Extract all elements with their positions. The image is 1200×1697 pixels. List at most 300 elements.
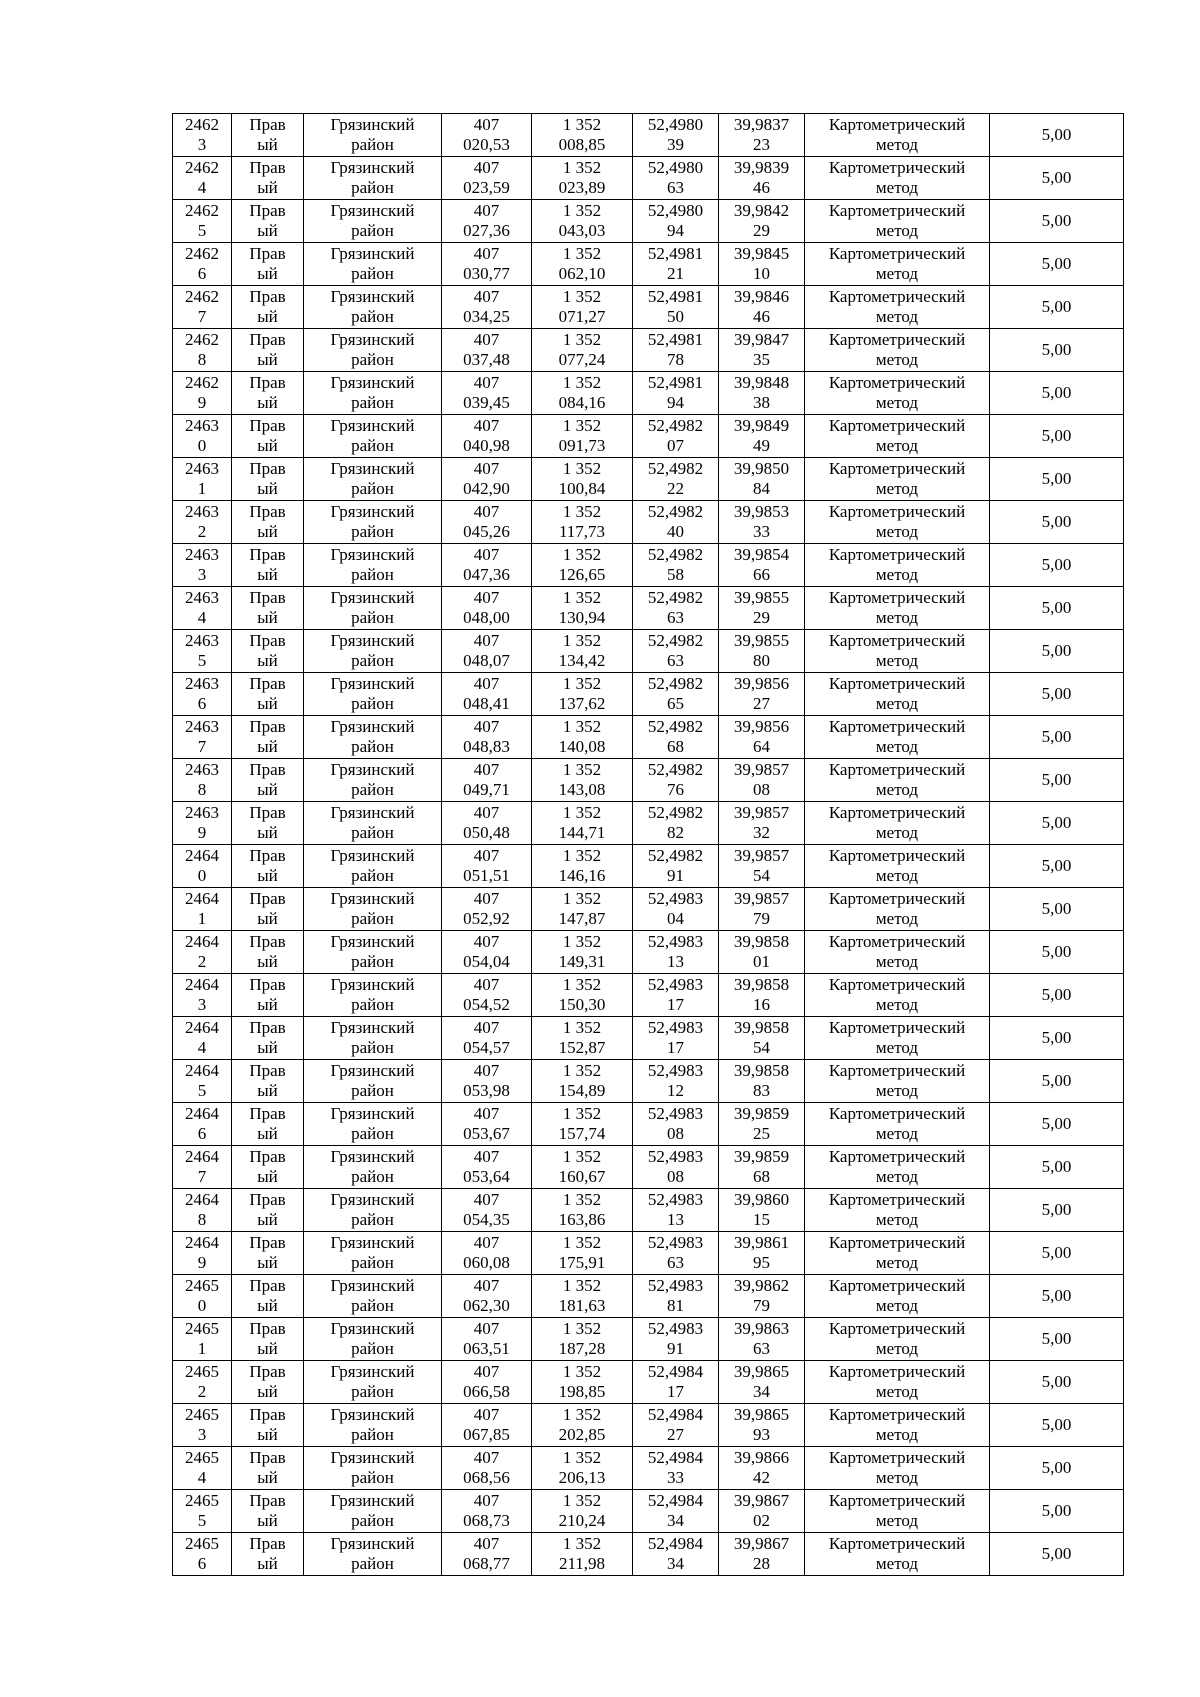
- latitude-cell-line: 52,4980: [647, 158, 704, 177]
- x-coordinate-cell-line: 048,07: [463, 651, 510, 670]
- table-row: [173, 1404, 1124, 1447]
- district-cell: [304, 1060, 442, 1103]
- district-cell: [304, 587, 442, 630]
- method-cell-line: Картометрический: [828, 975, 966, 994]
- longitude-cell-line: 39,9863: [733, 1319, 790, 1338]
- district-cell-line: район: [351, 651, 394, 670]
- latitude-cell-line: 34: [667, 1554, 684, 1573]
- y-coordinate-cell-line: 023,89: [558, 178, 606, 197]
- y-coordinate-cell: [532, 931, 633, 974]
- table-row: [173, 1189, 1124, 1232]
- side-cell-line: Прав: [249, 545, 286, 564]
- point-number-cell-line: 5: [197, 1081, 207, 1100]
- longitude-cell-line: 39,9854: [733, 545, 790, 564]
- y-coordinate-cell-line: 1 352: [562, 588, 602, 607]
- accuracy-cell-line: 5,00: [1041, 813, 1072, 832]
- latitude-cell: [633, 1103, 719, 1146]
- district-cell: [304, 372, 442, 415]
- x-coordinate-cell: [442, 759, 532, 802]
- district-cell-line: Грязинский: [330, 1190, 415, 1209]
- longitude-cell: [719, 845, 805, 888]
- accuracy-cell: [990, 845, 1124, 888]
- longitude-cell: [719, 544, 805, 587]
- method-cell-line: метод: [875, 780, 919, 799]
- latitude-cell: [633, 1189, 719, 1232]
- y-coordinate-cell-line: 206,13: [558, 1468, 606, 1487]
- table-row: [173, 243, 1124, 286]
- longitude-cell: [719, 1060, 805, 1103]
- latitude-cell-line: 63: [667, 178, 684, 197]
- side-cell-line: Прав: [249, 1405, 286, 1424]
- y-coordinate-cell: [532, 1189, 633, 1232]
- table-row: [173, 1275, 1124, 1318]
- method-cell-line: Картометрический: [828, 1147, 966, 1166]
- x-coordinate-cell-line: 407: [473, 373, 500, 392]
- table-row: [173, 1103, 1124, 1146]
- longitude-cell-line: 34: [753, 1382, 770, 1401]
- x-coordinate-cell-line: 063,51: [463, 1339, 510, 1358]
- side-cell-line: ый: [257, 178, 278, 197]
- latitude-cell-line: 21: [667, 264, 684, 283]
- accuracy-cell-line: 5,00: [1041, 297, 1072, 316]
- accuracy-cell-line: 5,00: [1041, 1200, 1072, 1219]
- district-cell-line: район: [351, 221, 394, 240]
- accuracy-cell-line: 5,00: [1041, 211, 1072, 230]
- district-cell-line: район: [351, 479, 394, 498]
- side-cell-line: Прав: [249, 889, 286, 908]
- district-cell-line: Грязинский: [330, 416, 415, 435]
- method-cell-line: Картометрический: [828, 588, 966, 607]
- point-number-cell: [173, 759, 232, 802]
- method-cell: [805, 630, 990, 673]
- method-cell-line: метод: [875, 1339, 919, 1358]
- longitude-cell-line: 39,9855: [733, 588, 790, 607]
- latitude-cell-line: 52,4983: [647, 932, 704, 951]
- district-cell: [304, 114, 442, 157]
- accuracy-cell-line: 5,00: [1041, 985, 1072, 1004]
- district-cell-line: Грязинский: [330, 1491, 415, 1510]
- side-cell-line: Прав: [249, 717, 286, 736]
- latitude-cell-line: 13: [667, 952, 684, 971]
- y-coordinate-cell-line: 084,16: [558, 393, 606, 412]
- latitude-cell: [633, 1447, 719, 1490]
- district-cell-line: район: [351, 694, 394, 713]
- method-cell-line: Картометрический: [828, 115, 966, 134]
- y-coordinate-cell-line: 1 352: [562, 1104, 602, 1123]
- point-number-cell-line: 2464: [185, 1233, 219, 1252]
- side-cell-line: ый: [257, 823, 278, 842]
- point-number-cell-line: 2464: [185, 1018, 219, 1037]
- x-coordinate-cell: [442, 1017, 532, 1060]
- y-coordinate-cell: [532, 1533, 633, 1576]
- method-cell: [805, 1103, 990, 1146]
- latitude-cell-line: 82: [667, 823, 684, 842]
- y-coordinate-cell-line: 146,16: [558, 866, 606, 885]
- accuracy-cell: [990, 1146, 1124, 1189]
- district-cell-line: район: [351, 1382, 394, 1401]
- point-number-cell: [173, 1146, 232, 1189]
- longitude-cell-line: 39,9866: [733, 1448, 790, 1467]
- table-row: [173, 974, 1124, 1017]
- accuracy-cell: [990, 286, 1124, 329]
- x-coordinate-cell-line: 023,59: [463, 178, 510, 197]
- y-coordinate-cell-line: 175,91: [558, 1253, 606, 1272]
- accuracy-cell-line: 5,00: [1041, 383, 1072, 402]
- x-coordinate-cell: [442, 888, 532, 931]
- x-coordinate-cell-line: 407: [473, 631, 500, 650]
- method-cell-line: метод: [875, 909, 919, 928]
- y-coordinate-cell-line: 062,10: [558, 264, 606, 283]
- x-coordinate-cell-line: 407: [473, 115, 500, 134]
- side-cell-line: ый: [257, 1511, 278, 1530]
- side-cell-line: ый: [257, 436, 278, 455]
- method-cell-line: метод: [875, 1425, 919, 1444]
- side-cell-line: ый: [257, 995, 278, 1014]
- accuracy-cell-line: 5,00: [1041, 168, 1072, 187]
- method-cell-line: Картометрический: [828, 846, 966, 865]
- table-row: [173, 415, 1124, 458]
- longitude-cell-line: 15: [753, 1210, 770, 1229]
- district-cell-line: Грязинский: [330, 1147, 415, 1166]
- latitude-cell: [633, 1017, 719, 1060]
- table-row: [173, 630, 1124, 673]
- method-cell-line: метод: [875, 393, 919, 412]
- district-cell-line: Грязинский: [330, 244, 415, 263]
- longitude-cell-line: 68: [753, 1167, 770, 1186]
- method-cell-line: метод: [875, 1554, 919, 1573]
- method-cell-line: метод: [875, 1511, 919, 1530]
- y-coordinate-cell-line: 077,24: [558, 350, 606, 369]
- point-number-cell: [173, 673, 232, 716]
- point-number-cell-line: 2464: [185, 1147, 219, 1166]
- accuracy-cell: [990, 1447, 1124, 1490]
- method-cell-line: Картометрический: [828, 1491, 966, 1510]
- district-cell-line: Грязинский: [330, 674, 415, 693]
- district-cell-line: Грязинский: [330, 1534, 415, 1553]
- longitude-cell-line: 32: [753, 823, 770, 842]
- latitude-cell: [633, 501, 719, 544]
- x-coordinate-cell-line: 407: [473, 1147, 500, 1166]
- longitude-cell-line: 83: [753, 1081, 770, 1100]
- point-number-cell-line: 2462: [185, 330, 219, 349]
- x-coordinate-cell: [442, 1146, 532, 1189]
- x-coordinate-cell-line: 407: [473, 1104, 500, 1123]
- side-cell-line: Прав: [249, 502, 286, 521]
- method-cell-line: Картометрический: [828, 1405, 966, 1424]
- method-cell: [805, 1017, 990, 1060]
- district-cell-line: Грязинский: [330, 631, 415, 650]
- y-coordinate-cell: [532, 544, 633, 587]
- district-cell-line: район: [351, 823, 394, 842]
- district-cell-line: Грязинский: [330, 287, 415, 306]
- accuracy-cell-line: 5,00: [1041, 426, 1072, 445]
- method-cell-line: Картометрический: [828, 803, 966, 822]
- y-coordinate-cell-line: 1 352: [562, 1319, 602, 1338]
- longitude-cell-line: 29: [753, 221, 770, 240]
- longitude-cell: [719, 458, 805, 501]
- y-coordinate-cell-line: 071,27: [558, 307, 606, 326]
- y-coordinate-cell-line: 1 352: [562, 760, 602, 779]
- district-cell: [304, 888, 442, 931]
- district-cell-line: район: [351, 737, 394, 756]
- longitude-cell-line: 39,9839: [733, 158, 790, 177]
- side-cell: [232, 243, 304, 286]
- accuracy-cell-line: 5,00: [1041, 1157, 1072, 1176]
- side-cell-line: ый: [257, 479, 278, 498]
- x-coordinate-cell-line: 407: [473, 1362, 500, 1381]
- y-coordinate-cell-line: 1 352: [562, 158, 602, 177]
- point-number-cell-line: 2465: [185, 1534, 219, 1553]
- point-number-cell-line: 0: [197, 866, 207, 885]
- accuracy-cell: [990, 1017, 1124, 1060]
- side-cell-line: ый: [257, 866, 278, 885]
- side-cell-line: ый: [257, 780, 278, 799]
- point-number-cell-line: 5: [197, 651, 207, 670]
- x-coordinate-cell-line: 062,30: [463, 1296, 510, 1315]
- district-cell: [304, 458, 442, 501]
- point-number-cell-line: 6: [197, 1124, 207, 1143]
- method-cell-line: Картометрический: [828, 1534, 966, 1553]
- side-cell-line: ый: [257, 1038, 278, 1057]
- y-coordinate-cell: [532, 286, 633, 329]
- latitude-cell-line: 52,4980: [647, 115, 704, 134]
- district-cell-line: район: [351, 608, 394, 627]
- latitude-cell-line: 17: [667, 1038, 684, 1057]
- x-coordinate-cell-line: 054,35: [463, 1210, 510, 1229]
- y-coordinate-cell: [532, 587, 633, 630]
- latitude-cell-line: 52,4984: [647, 1405, 704, 1424]
- x-coordinate-cell-line: 042,90: [463, 479, 510, 498]
- y-coordinate-cell-line: 1 352: [562, 846, 602, 865]
- side-cell-line: ый: [257, 1253, 278, 1272]
- x-coordinate-cell-line: 027,36: [463, 221, 510, 240]
- point-number-cell-line: 2462: [185, 373, 219, 392]
- side-cell-line: ый: [257, 608, 278, 627]
- side-cell-line: ый: [257, 350, 278, 369]
- table-row: [173, 759, 1124, 802]
- x-coordinate-cell-line: 407: [473, 717, 500, 736]
- longitude-cell: [719, 673, 805, 716]
- accuracy-cell: [990, 1490, 1124, 1533]
- latitude-cell-line: 52,4982: [647, 459, 704, 478]
- table-row: [173, 1146, 1124, 1189]
- accuracy-cell-line: 5,00: [1041, 1544, 1072, 1563]
- side-cell-line: Прав: [249, 1190, 286, 1209]
- longitude-cell-line: 39,9860: [733, 1190, 790, 1209]
- y-coordinate-cell: [532, 845, 633, 888]
- y-coordinate-cell-line: 1 352: [562, 1276, 602, 1295]
- side-cell-line: ый: [257, 1382, 278, 1401]
- side-cell-line: Прав: [249, 287, 286, 306]
- point-number-cell-line: 2464: [185, 846, 219, 865]
- point-number-cell-line: 8: [197, 780, 207, 799]
- y-coordinate-cell-line: 043,03: [558, 221, 606, 240]
- district-cell-line: район: [351, 436, 394, 455]
- side-cell: [232, 1404, 304, 1447]
- x-coordinate-cell-line: 034,25: [463, 307, 510, 326]
- longitude-cell-line: 79: [753, 909, 770, 928]
- latitude-cell: [633, 1490, 719, 1533]
- y-coordinate-cell-line: 1 352: [562, 889, 602, 908]
- x-coordinate-cell-line: 048,00: [463, 608, 510, 627]
- district-cell: [304, 1017, 442, 1060]
- point-number-cell: [173, 329, 232, 372]
- latitude-cell-line: 52,4982: [647, 545, 704, 564]
- y-coordinate-cell-line: 1 352: [562, 803, 602, 822]
- latitude-cell-line: 40: [667, 522, 684, 541]
- y-coordinate-cell-line: 1 352: [562, 244, 602, 263]
- point-number-cell-line: 2462: [185, 201, 219, 220]
- point-number-cell: [173, 1490, 232, 1533]
- accuracy-cell: [990, 114, 1124, 157]
- point-number-cell-line: 2465: [185, 1491, 219, 1510]
- district-cell: [304, 673, 442, 716]
- method-cell-line: метод: [875, 1296, 919, 1315]
- accuracy-cell-line: 5,00: [1041, 1329, 1072, 1348]
- x-coordinate-cell: [442, 1533, 532, 1576]
- latitude-cell-line: 34: [667, 1511, 684, 1530]
- accuracy-cell: [990, 329, 1124, 372]
- table-row: [173, 716, 1124, 759]
- district-cell: [304, 1103, 442, 1146]
- side-cell: [232, 1490, 304, 1533]
- district-cell: [304, 1189, 442, 1232]
- longitude-cell-line: 39,9857: [733, 760, 790, 779]
- longitude-cell: [719, 1361, 805, 1404]
- table-row: [173, 544, 1124, 587]
- method-cell: [805, 1318, 990, 1361]
- longitude-cell-line: 39,9857: [733, 803, 790, 822]
- x-coordinate-cell: [442, 458, 532, 501]
- y-coordinate-cell-line: 163,86: [558, 1210, 606, 1229]
- x-coordinate-cell-line: 407: [473, 803, 500, 822]
- district-cell-line: район: [351, 307, 394, 326]
- method-cell-line: Картометрический: [828, 889, 966, 908]
- method-cell-line: метод: [875, 1124, 919, 1143]
- method-cell: [805, 114, 990, 157]
- point-number-cell: [173, 1404, 232, 1447]
- table-row: [173, 286, 1124, 329]
- longitude-cell-line: 39,9856: [733, 674, 790, 693]
- side-cell-line: ый: [257, 1425, 278, 1444]
- y-coordinate-cell: [532, 1275, 633, 1318]
- side-cell-line: ый: [257, 264, 278, 283]
- coordinates-table: [172, 113, 1124, 1576]
- side-cell-line: Прав: [249, 1061, 286, 1080]
- accuracy-cell-line: 5,00: [1041, 856, 1072, 875]
- longitude-cell: [719, 1533, 805, 1576]
- y-coordinate-cell-line: 149,31: [558, 952, 606, 971]
- method-cell: [805, 1232, 990, 1275]
- longitude-cell-line: 33: [753, 522, 770, 541]
- side-cell-line: ый: [257, 522, 278, 541]
- longitude-cell-line: 54: [753, 866, 770, 885]
- side-cell: [232, 286, 304, 329]
- side-cell: [232, 1533, 304, 1576]
- method-cell-line: Картометрический: [828, 502, 966, 521]
- method-cell: [805, 243, 990, 286]
- x-coordinate-cell-line: 054,52: [463, 995, 510, 1014]
- latitude-cell: [633, 286, 719, 329]
- x-coordinate-cell: [442, 329, 532, 372]
- side-cell: [232, 1103, 304, 1146]
- method-cell-line: Картометрический: [828, 674, 966, 693]
- latitude-cell: [633, 587, 719, 630]
- district-cell-line: Грязинский: [330, 1018, 415, 1037]
- point-number-cell: [173, 630, 232, 673]
- latitude-cell: [633, 372, 719, 415]
- point-number-cell: [173, 974, 232, 1017]
- accuracy-cell-line: 5,00: [1041, 512, 1072, 531]
- table-row: [173, 200, 1124, 243]
- point-number-cell: [173, 114, 232, 157]
- x-coordinate-cell: [442, 243, 532, 286]
- point-number-cell-line: 2463: [185, 760, 219, 779]
- side-cell-line: Прав: [249, 416, 286, 435]
- x-coordinate-cell-line: 068,56: [463, 1468, 510, 1487]
- y-coordinate-cell-line: 1 352: [562, 287, 602, 306]
- district-cell-line: район: [351, 135, 394, 154]
- latitude-cell: [633, 458, 719, 501]
- y-coordinate-cell: [532, 974, 633, 1017]
- accuracy-cell-line: 5,00: [1041, 1458, 1072, 1477]
- y-coordinate-cell: [532, 1404, 633, 1447]
- district-cell: [304, 630, 442, 673]
- method-cell-line: метод: [875, 1253, 919, 1272]
- method-cell: [805, 1060, 990, 1103]
- y-coordinate-cell-line: 100,84: [558, 479, 606, 498]
- district-cell: [304, 802, 442, 845]
- side-cell-line: Прав: [249, 115, 286, 134]
- method-cell: [805, 1146, 990, 1189]
- method-cell-line: Картометрический: [828, 1018, 966, 1037]
- longitude-cell-line: 23: [753, 135, 770, 154]
- x-coordinate-cell-line: 020,53: [463, 135, 510, 154]
- accuracy-cell-line: 5,00: [1041, 1415, 1072, 1434]
- longitude-cell-line: 39,9859: [733, 1147, 790, 1166]
- latitude-cell: [633, 1404, 719, 1447]
- point-number-cell: [173, 1447, 232, 1490]
- latitude-cell-line: 52,4982: [647, 674, 704, 693]
- latitude-cell-line: 13: [667, 1210, 684, 1229]
- latitude-cell: [633, 974, 719, 1017]
- latitude-cell-line: 91: [667, 1339, 684, 1358]
- x-coordinate-cell: [442, 1103, 532, 1146]
- point-number-cell-line: 2463: [185, 674, 219, 693]
- side-cell: [232, 157, 304, 200]
- longitude-cell: [719, 716, 805, 759]
- district-cell-line: район: [351, 1511, 394, 1530]
- table-body: [173, 114, 1124, 1576]
- x-coordinate-cell-line: 407: [473, 158, 500, 177]
- latitude-cell-line: 52,4983: [647, 889, 704, 908]
- y-coordinate-cell: [532, 1060, 633, 1103]
- table-row: [173, 114, 1124, 157]
- method-cell-line: метод: [875, 1038, 919, 1057]
- side-cell: [232, 415, 304, 458]
- longitude-cell: [719, 1318, 805, 1361]
- point-number-cell-line: 8: [197, 350, 207, 369]
- longitude-cell-line: 63: [753, 1339, 770, 1358]
- method-cell-line: Картометрический: [828, 1319, 966, 1338]
- y-coordinate-cell: [532, 157, 633, 200]
- accuracy-cell: [990, 587, 1124, 630]
- x-coordinate-cell-line: 407: [473, 1448, 500, 1467]
- longitude-cell: [719, 1404, 805, 1447]
- x-coordinate-cell-line: 407: [473, 674, 500, 693]
- accuracy-cell: [990, 1404, 1124, 1447]
- table-row: [173, 372, 1124, 415]
